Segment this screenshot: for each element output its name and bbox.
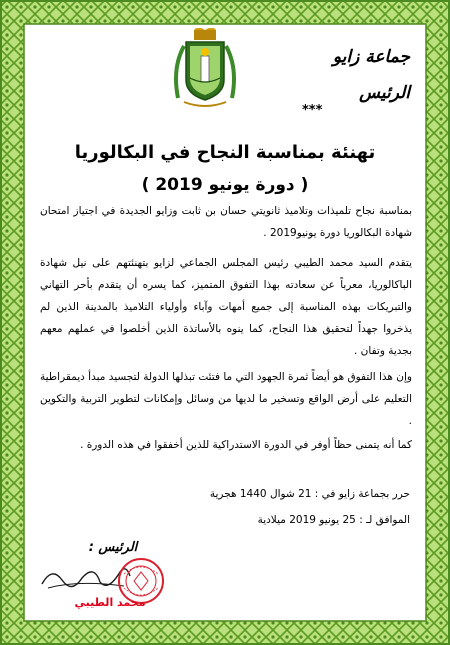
paragraph-4: كما أنه يتمنى حظاً أوفر في الدورة الاستدراكية للذين أخفقوا في هذه الدورة . [80,439,412,451]
organization-name: جماعة زايو [332,47,410,67]
congratulations-title: تهنئة بمناسبة النجاح في البكالوريا [74,142,376,163]
stars-mark: *** [302,103,323,118]
hijri-date: حرر بجماعة زايو في : 21 شوال 1440 هجرية [209,488,410,500]
signatory-name: محمد الطيبي [74,596,146,609]
paragraph-1: بمناسبة نجاح تلميذات وتلاميذ ثانويتي حسان بن ثابت وزايو الجديدة في اجتياز امتحان شهادة البكالوريا دورة يونيو2019 . [40,205,412,239]
paragraph-2: يتقدم السيد محمد الطيبي رئيس المجلس الجماعي لزايو بتهنئتهم على نيل شهادة الباكالوريا، معرباً عن سعادته بهذا التفوق المتميز، كما يسره أن يتقدم بأحر التهاني والتبريكات بهذه المناسبة إلى جميع أمهات وآباء وأولياء التلاميذ بالمدينة الذين لم يذخروا جهداً لتحقيق هذا النجاح، كما ينوه بالأساتذة الذين أخلصوا في عملهم معهم بجدية وتفان . [40,257,412,357]
paragraph-3: وإن هذا التفوق هو أيضاً ثمرة الجهود التي ما فتئت تبذلها الدولة لتجسيد مبدأ ديمقراطية التعليم على أرض الواقع وتسخير ما لديها من وسائل وإمكانات لتطوير التربية والتكوين . [40,371,412,427]
municipality-emblem [170,28,240,110]
gregorian-date: الموافق لـ : 25 يونيو 2019 ميلادية [257,514,410,526]
letterhead [290,46,410,118]
role-title: الرئيس [359,83,410,103]
signature-title: الرئيس : [88,540,138,555]
session-title: ( دورة يونيو 2019 ) [141,175,309,195]
